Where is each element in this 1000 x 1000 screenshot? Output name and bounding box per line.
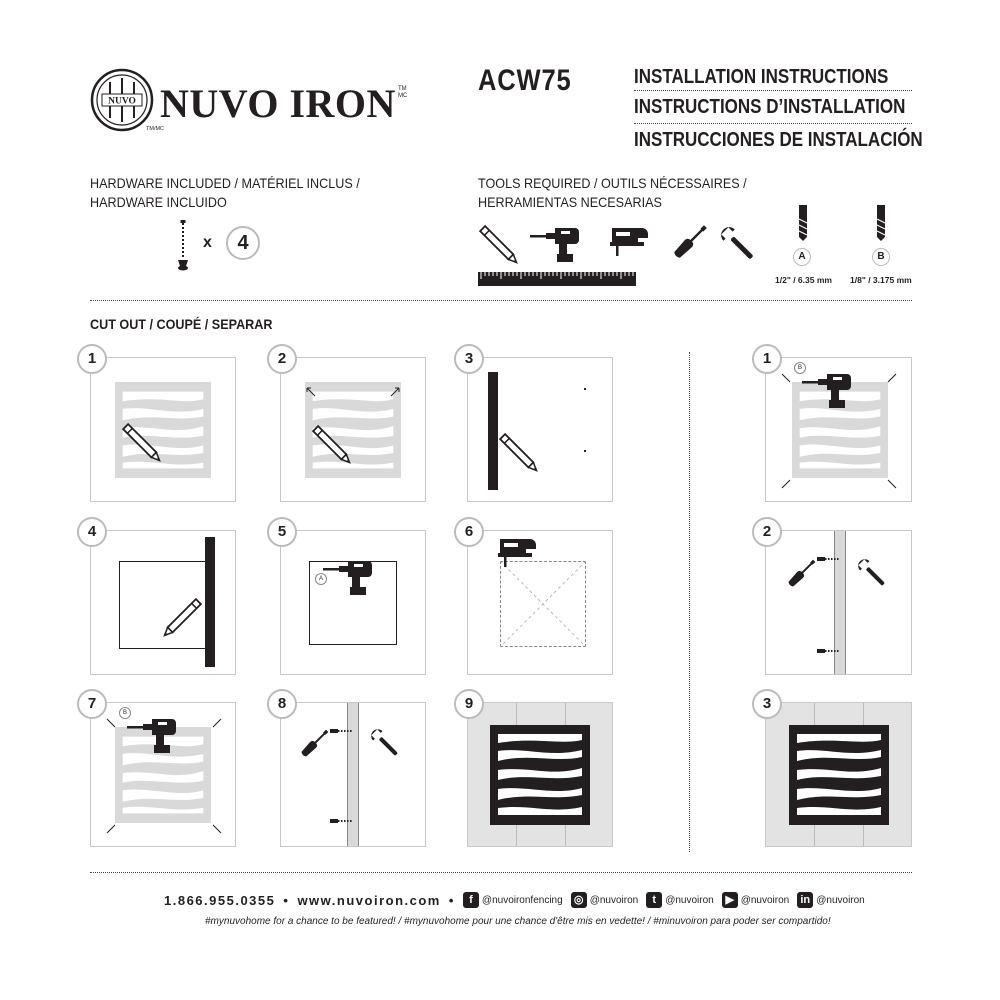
installed-panel <box>490 725 590 825</box>
drill-bit-icon <box>797 205 809 241</box>
ruler-icon <box>478 272 636 286</box>
drill-bit-a-letter: A <box>798 251 806 262</box>
jigsaw-icon <box>494 533 540 577</box>
alt-step-3-panel <box>765 702 912 847</box>
title-en: INSTALLATION INSTRUCTIONS <box>634 66 889 88</box>
social-twitter[interactable] <box>646 892 714 908</box>
step-1-panel <box>90 357 236 502</box>
drill-bit-a-badge <box>793 248 811 266</box>
bit-mark-letter: B <box>797 365 802 371</box>
hardware-count: 4 <box>237 232 249 254</box>
step-6-panel <box>467 530 613 675</box>
step-number: 3 <box>752 689 782 719</box>
footer-divider <box>90 872 912 873</box>
title-es: INSTRUCCIONES DE INSTALACIÓN <box>634 129 923 151</box>
step-number: 1 <box>77 344 107 374</box>
screw-icon <box>329 727 355 735</box>
corner-arrows <box>303 382 403 478</box>
hardware-heading-line2: HARDWARE INCLUIDO <box>90 194 227 210</box>
brand-tm-small: TM/MC <box>146 126 165 132</box>
step-number: 8 <box>267 689 297 719</box>
social-handle: @nuvoiron <box>740 894 790 906</box>
twitter-icon: t <box>646 892 662 908</box>
installed-panel <box>789 725 889 825</box>
step-9-panel <box>467 702 613 847</box>
step-number: 3 <box>454 344 484 374</box>
hardware-heading-line1: HARDWARE INCLUDED / MATÉRIEL INCLUS / <box>90 175 360 191</box>
tools-heading-line1: TOOLS REQUIRED / OUTILS NÉCESSAIRES / <box>478 175 747 191</box>
wrench-icon <box>854 555 892 593</box>
screwdriver-icon <box>664 222 710 268</box>
jigsaw-icon <box>606 222 652 266</box>
step-3-panel <box>467 357 613 502</box>
social-instagram[interactable] <box>571 892 639 908</box>
social-handle: @nuvoiron <box>589 894 639 906</box>
social-handle: @nuvoiron <box>816 894 865 906</box>
drill-icon <box>319 555 375 601</box>
brand-seal-text: NUVO <box>108 96 136 107</box>
screw-icon <box>816 555 842 563</box>
drill-bit-b-size: 1/8" / 3.175 mm <box>850 275 912 285</box>
hardware-heading <box>90 174 360 212</box>
section-divider <box>90 300 912 301</box>
step-number: 9 <box>454 689 484 719</box>
step-4-panel <box>90 530 236 675</box>
ruler-icon <box>205 537 215 667</box>
wrench-icon <box>716 222 762 268</box>
corner-arrows <box>103 715 225 837</box>
drill-bit-a-mark <box>315 573 327 585</box>
hardware-count-badge <box>226 226 260 260</box>
phone-number[interactable]: 1.866.955.0355 <box>164 892 276 908</box>
screwdriver-icon <box>293 727 331 765</box>
title-block <box>634 64 923 156</box>
step-7-panel <box>90 702 236 847</box>
pencil-icon <box>478 224 524 270</box>
instagram-icon: ◎ <box>571 892 587 908</box>
footer-bullet: • <box>283 892 290 908</box>
screw-icon <box>329 817 355 825</box>
social-handle: @nuvoiron <box>665 894 714 906</box>
brand-tm-mark: TM MC <box>398 86 408 99</box>
brand-name: NUVO IRON <box>160 81 396 126</box>
title-fr: INSTRUCTIONS D’INSTALLATION <box>634 96 906 118</box>
screwdriver-icon <box>780 557 818 595</box>
reference-dot <box>584 450 586 452</box>
alt-step-2-panel <box>765 530 912 675</box>
pencil-icon <box>121 422 167 468</box>
drill-bit-a <box>775 205 835 287</box>
brand-logo <box>90 68 420 136</box>
social-handle: @nuvoironfencing <box>481 894 563 906</box>
step-number: 4 <box>77 517 107 547</box>
footer-contact <box>164 889 864 911</box>
alt-step-1-panel <box>765 357 912 502</box>
social-facebook[interactable] <box>463 892 563 908</box>
linkedin-icon: in <box>797 892 813 908</box>
step-number: 7 <box>77 689 107 719</box>
cutout-heading: CUT OUT / COUPÉ / SEPARAR <box>90 316 273 332</box>
tools-heading <box>478 174 747 212</box>
drill-bit-b <box>852 205 914 287</box>
drill-bit-a-size: 1/2" / 6.35 mm <box>775 275 832 285</box>
pencil-icon <box>157 597 203 643</box>
step-number: 1 <box>752 344 782 374</box>
step-2-panel <box>280 357 426 502</box>
hashtag-tagline: #mynuvohome for a chance to be featured! / #mynuvohome pour une chance d'être mis en vedette! / #minuvoiron para poder ser compartido! <box>205 916 831 927</box>
facebook-icon: f <box>463 892 479 908</box>
website-link[interactable]: www.nuvoiron.com <box>297 892 441 908</box>
step-5-panel <box>280 530 426 675</box>
screw-icon <box>176 220 190 272</box>
drill-bit-b-letter: B <box>877 251 885 262</box>
column-divider <box>689 352 690 852</box>
step-number: 5 <box>267 517 297 547</box>
screw-icon <box>816 647 842 655</box>
corner-arrows <box>778 370 900 492</box>
drill-icon <box>526 222 582 268</box>
hardware-multiplier: x <box>203 234 212 251</box>
step-number: 2 <box>267 344 297 374</box>
step-number: 2 <box>752 517 782 547</box>
tools-heading-line2: HERRAMIENTAS NECESARIAS <box>478 194 662 210</box>
drill-bit-b-badge <box>872 248 890 266</box>
drill-bit-icon <box>875 205 887 241</box>
wrench-icon <box>367 725 405 763</box>
ruler-icon <box>488 372 498 490</box>
brand-seal-icon <box>90 68 154 132</box>
youtube-icon: ▶ <box>722 892 738 908</box>
reference-dot <box>584 388 586 390</box>
step-8-panel <box>280 702 426 847</box>
step-number: 6 <box>454 517 484 547</box>
social-youtube[interactable] <box>722 892 790 908</box>
model-number: ACW75 <box>478 64 572 97</box>
bit-mark-letter: A <box>318 576 323 582</box>
social-linkedin[interactable] <box>797 892 865 908</box>
bit-mark-letter: B <box>122 710 127 716</box>
pencil-icon <box>498 432 544 478</box>
footer-bullet: • <box>448 892 455 908</box>
